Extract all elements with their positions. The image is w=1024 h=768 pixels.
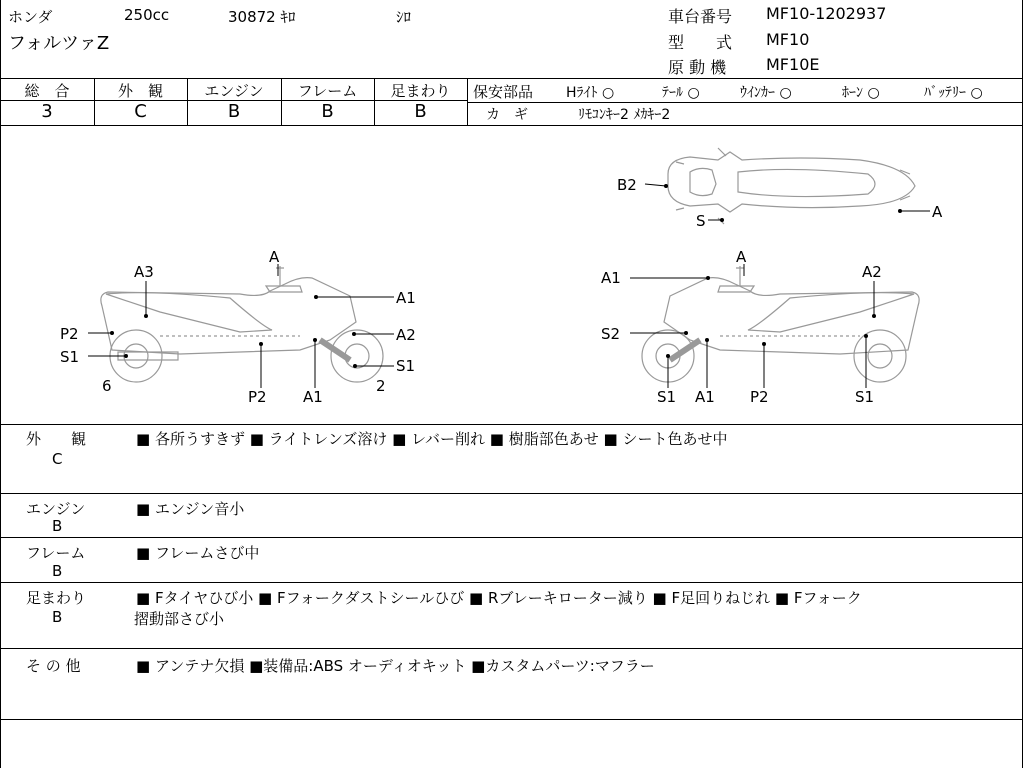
safety-row-divider — [467, 102, 1023, 103]
type-value: MF10 — [766, 30, 810, 49]
scooter-right-view — [642, 266, 919, 382]
callout-left-s1-right: S1 — [396, 357, 416, 375]
safety-item-headlight — [566, 82, 614, 102]
safety-item-horn — [842, 82, 880, 102]
section-grade-suspension: B — [52, 608, 63, 626]
grade-value-frame: B — [321, 101, 334, 122]
callout-top-s: S — [696, 212, 706, 230]
safety-item-name: ｳｲﾝｶｰ — [740, 85, 775, 101]
callout-left-p2: P2 — [60, 325, 79, 343]
sections-top — [0, 424, 1023, 425]
callout-left-a3: A3 — [134, 263, 154, 281]
section-text-exterior: ■ 各所うすきず ■ ライトレンズ溶け ■ レバー削れ ■ 樹脂部色あせ ■ シート色あせ中 — [136, 430, 728, 448]
safety-item-mark: ○ — [779, 85, 792, 101]
callout-right-a-top: A — [736, 248, 747, 266]
callout-left-a1-bottom: A1 — [303, 388, 323, 406]
grade-value-overall: 3 — [41, 101, 53, 122]
callout-right-a1: A1 — [601, 269, 621, 287]
grade-label-overall: 総 合 — [24, 82, 70, 100]
model-name: フォルツァZ — [8, 33, 110, 54]
frame-no: MF10-1202937 — [766, 4, 887, 23]
section-grade-exterior: C — [52, 450, 63, 468]
scooter-diagram — [0, 126, 1023, 424]
grade-label-frame: フレーム — [297, 82, 358, 100]
key-label: カ ギ — [486, 107, 528, 123]
section-text-other: ■ アンテナ欠損 ■装備品:ABS オーディオキット ■カスタムパーツ:マフラー — [136, 657, 655, 675]
displacement: 250cc — [124, 6, 170, 24]
callout-top-a: A — [932, 203, 943, 221]
grade-col-divider — [467, 78, 468, 125]
safety-item-name: ﾃｰﾙ — [662, 85, 683, 101]
callout-right-s1-bottom: S1 — [657, 388, 677, 406]
callout-right-p2-bottom: P2 — [750, 388, 769, 406]
callout-left-a-top: A — [269, 248, 280, 266]
grade-value-engine: B — [227, 101, 241, 122]
type-label: 型 式 — [668, 33, 733, 52]
grade-label-engine: エンジン — [204, 82, 264, 100]
section-divider — [0, 648, 1023, 649]
grade-label-suspension: 足まわり — [390, 82, 451, 100]
section-title-other: そ の 他 — [26, 657, 81, 675]
grade-value-suspension: B — [414, 101, 427, 122]
callout-left-a1: A1 — [396, 289, 416, 307]
safety-item-name: ﾎｰﾝ — [842, 85, 863, 101]
safety-label: 保安部品 — [473, 83, 534, 101]
frame-no-label: 車台番号 — [668, 7, 733, 26]
left-view-callouts — [60, 248, 416, 406]
maker: ホンダ — [8, 8, 53, 26]
section-title-suspension: 足まわり — [26, 589, 87, 607]
section-divider — [0, 582, 1023, 583]
safety-item-battery — [924, 82, 983, 102]
callout-left-p2-bottom: P2 — [248, 388, 267, 406]
grade-value-exterior: C — [134, 101, 147, 122]
mileage: 30872 ｷﾛ — [228, 8, 296, 26]
color: ｼﾛ — [396, 8, 412, 26]
safety-item-mark: ○ — [970, 85, 983, 101]
callout-top-b2: B2 — [617, 176, 637, 194]
callout-right-s1-right: S1 — [855, 388, 875, 406]
safety-item-tail — [662, 82, 700, 102]
callout-right-s2: S2 — [601, 325, 621, 343]
callout-left-s1: S1 — [60, 348, 80, 366]
key-value: ﾘﾓｺﾝｷｰ2 ﾒｶｷｰ2 — [578, 107, 671, 123]
engine-label: 原 動 機 — [668, 58, 727, 77]
section-divider — [0, 719, 1023, 720]
callout-left-a2: A2 — [396, 326, 416, 344]
section-title-frame: フレーム — [26, 544, 86, 562]
callout-right-a1-bottom: A1 — [695, 388, 715, 406]
grade-label-exterior: 外 観 — [117, 82, 163, 100]
section-text-suspension-2: 摺動部さび小 — [134, 610, 225, 628]
safety-item-name: ﾊﾞｯﾃﾘｰ — [924, 85, 966, 101]
section-grade-frame: B — [52, 562, 63, 580]
safety-item-name: Hﾗｲﾄ — [566, 85, 598, 101]
section-divider — [0, 493, 1023, 494]
callout-left-num6: 6 — [102, 377, 112, 395]
callout-right-a2: A2 — [862, 263, 882, 281]
section-text-suspension: ■ Fタイヤひび小 ■ Fフォークダストシールひび ■ Rブレーキローター減り ■ F足回りねじれ ■ Fフォーク — [136, 589, 862, 607]
safety-item-mark: ○ — [601, 85, 615, 101]
section-title-exterior: 外 観 — [26, 430, 87, 448]
safety-item-mark: ○ — [867, 85, 880, 101]
safety-item-mark: ○ — [687, 85, 700, 101]
scooter-left-view — [101, 266, 383, 382]
section-title-engine: エンジン — [26, 500, 86, 518]
section-divider — [0, 537, 1023, 538]
header-divider — [0, 78, 1023, 79]
engine-value: MF10E — [766, 55, 820, 74]
section-text-engine: ■ エンジン音小 — [136, 500, 245, 518]
callout-left-num2: 2 — [376, 377, 386, 395]
safety-item-winker — [740, 82, 792, 102]
section-grade-engine: B — [52, 517, 63, 535]
section-text-frame: ■ フレームさび中 — [136, 544, 260, 562]
top-view-callouts — [617, 176, 943, 230]
right-view-callouts — [601, 248, 882, 406]
